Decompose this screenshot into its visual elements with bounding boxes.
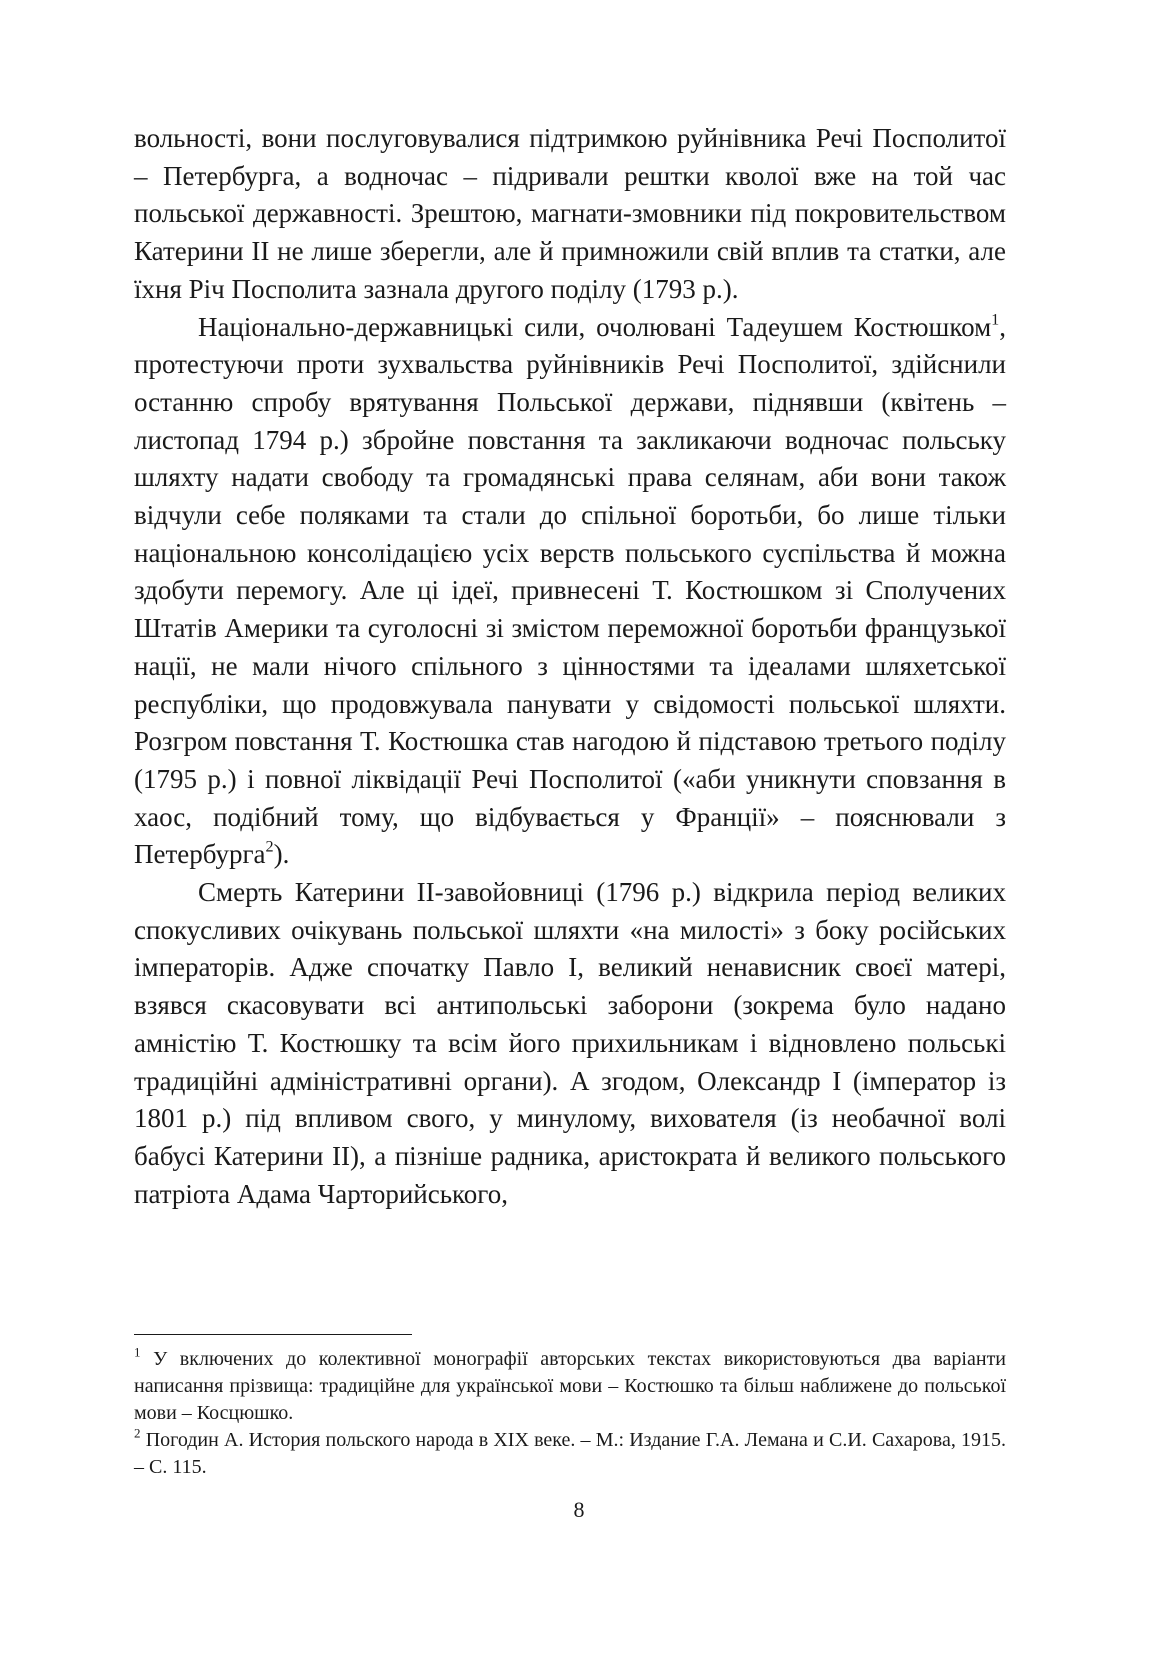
page-number: 8 [573, 1497, 585, 1522]
paragraph-2 [134, 309, 1006, 875]
paragraph-2-part-1: Національно-державницькі сили, очолювані Тадеушем Костюшком [198, 311, 992, 342]
paragraph-3: Смерть Катерини ІІ-завойовниці (1796 р.) відкрила період великих спокусливих очікувань польської шляхти «на милості» з боку російських імператорів. Адже спочатку Павло І, великий ненависник своєї матері, взявся скасовувати всі антипольські заборони (зокрема було надано амністію Т. Костюшку та всім його прихильникам і відновлено польські традиційні адміністративні органи). А згодом, Олександр І (імператор із 1801 р.) під впливом свого, у минулому, вихователя (із необачної волі бабусі Катерини ІІ), а пізніше радника, аристократа й великого польського патріота Адама Чарторийського, [134, 877, 1006, 1209]
footnote-ref-1: 1 [991, 310, 1000, 329]
footnote-1-text: У включених до колективної монографії авторських текстах використовуються два варіанти написання прізвища: традиційне для української мови – Костюшко та більш наближене до польської мови – Косцюшко. [134, 1348, 1007, 1424]
paragraph-2-part-2: , протестуючи проти зухвальства руйнівників Речі Посполитої, здійснили останню спробу врятування Польської держави, піднявши (квітень – листопад 1794 р.) збройне повстання та закликаючи водночас польську шляхту надати свободу та громадянські права селянам, аби вони також відчули себе поляками та стали до спільної боротьби, бо лише тільки національною консолідацією усіх верств польського суспільства й можна здобути перемогу. Але ці ідеї, привнесені Т. Костюшком зі Сполучених Штатів Америки та суголосні зі змістом переможної боротьби французької нації, не мали нічого спільного з цінностями та ідеалами шляхетської республіки, що продовжувала панувати у свідомості польської шляхти. Розгром повстання Т. Костюшка став нагодою й підставою третього поділу (1795 р.) і повної ліквідації Речі Посполитої («аби уникнути сповзання в хаос, подібний тому, що відбувається у Франції» – пояснювали з Петербурга [134, 311, 1006, 870]
paragraph-2-part-3: ). [273, 839, 290, 870]
footnote-1 [134, 1346, 1006, 1427]
footnote-separator [134, 1334, 412, 1335]
paragraph-1: вольності, вони послуговувалися підтримкою руйнівника Речі Посполитої – Петербурга, а водночас – підривали рештки кволої вже на той час польської державності. Зрештою, магнати-змовники під покровительством Катерини ІІ не лише зберегли, але й примножили свій вплив та статки, але їхня Річ Посполита зазнала другого поділу (1793 р.). [134, 123, 1006, 304]
footnote-1-mark: 1 [134, 1344, 141, 1360]
footnote-ref-2: 2 [265, 838, 274, 857]
footnote-2-mark: 2 [134, 1425, 141, 1441]
footnote-2-text: Погодин А. История польского народа в XIX веке. – М.: Издание Г.А. Лемана и С.И. Сахарова, 1915. – С. 115. [134, 1429, 1007, 1478]
footnotes [134, 1346, 1006, 1481]
footnote-2 [134, 1427, 1006, 1481]
main-text [134, 120, 1006, 1213]
